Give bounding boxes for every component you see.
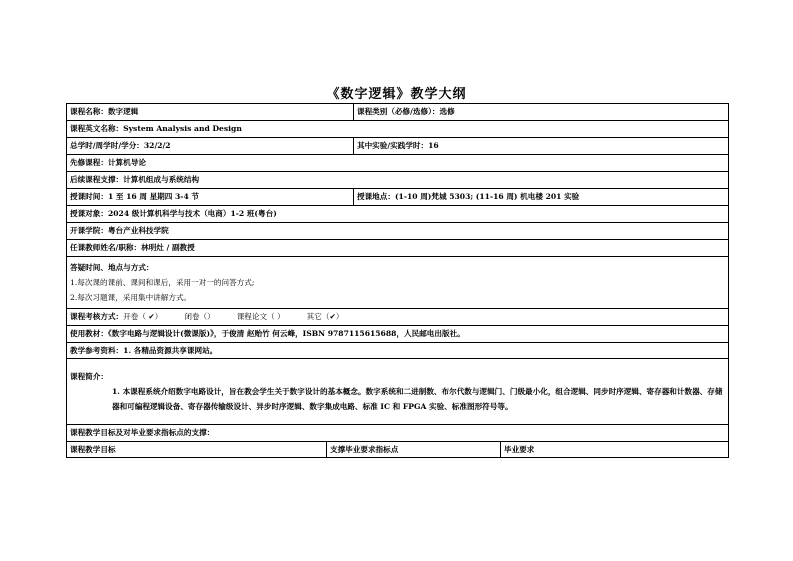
followup-value: 计算机组成与系统结构 bbox=[123, 175, 200, 184]
cell-intro bbox=[67, 359, 729, 425]
row-intro bbox=[67, 359, 729, 425]
course-type-label: 课程类别（必修/选修）： bbox=[357, 107, 440, 116]
place-label: 授课地点： bbox=[357, 192, 395, 201]
course-name-label: 课程名称： bbox=[70, 107, 108, 116]
syllabus-table bbox=[66, 103, 729, 458]
row-course-name bbox=[67, 104, 729, 121]
intro-text: 1. 本课程系统介绍数字电路设计，旨在教会学生关于数字设计的基本概念。数字系统和二进制数、布尔代数与逻辑门、门级最小化，组合逻辑、同步时序逻辑、寄存器和计数器、存储器和可编程逻辑设备、寄存器传输级设计、异步时序逻辑、数字集成电路、标准 IC 和 FPGA 实验、标准图形符号等。 bbox=[112, 387, 723, 411]
course-type-value: 选修 bbox=[439, 107, 455, 116]
english-name-label: 课程英文名称： bbox=[70, 124, 124, 133]
row-college bbox=[67, 223, 729, 240]
prereq-label: 先修课程： bbox=[70, 158, 108, 167]
cell-college bbox=[67, 223, 729, 240]
row-goals-header bbox=[67, 442, 729, 458]
cell-time bbox=[67, 189, 354, 206]
qa-label: 答疑时间、地点与方式： bbox=[70, 263, 154, 272]
row-followup bbox=[67, 172, 729, 189]
prereq-value: 计算机导论 bbox=[107, 158, 146, 167]
refs-value: 1. 各精品资源共享课网站。 bbox=[123, 345, 218, 355]
cell-teacher bbox=[67, 240, 729, 257]
lab-hours-label: 其中实验/实践学时： bbox=[357, 141, 429, 150]
college-value: 粤台产业科技学院 bbox=[107, 226, 169, 235]
cell-lab-hours bbox=[354, 138, 729, 155]
english-name-value: System Analysis and Design bbox=[123, 124, 242, 133]
cell-refs bbox=[67, 343, 729, 359]
col-header-goal: 课程教学目标 bbox=[67, 442, 327, 458]
page-title: 《数字逻辑》教学大纲 bbox=[326, 87, 467, 102]
col-header-requirement: 毕业要求 bbox=[501, 442, 729, 458]
hours-label: 总学时/周学时/学分： bbox=[70, 141, 144, 150]
row-refs bbox=[67, 343, 729, 359]
teacher-value: 林明灶 / 副教授 bbox=[141, 243, 195, 252]
cell-target bbox=[67, 206, 729, 223]
textbook-value: 《数字电路与逻辑设计(微课版)》，于俊清 赵贻竹 何云峰，ISBN 9787115615688，人民邮电出版社。 bbox=[107, 329, 465, 338]
cell-textbook bbox=[67, 326, 729, 343]
textbook-label: 使用教材： bbox=[70, 329, 108, 338]
qa-line-1: 1.每次课的课前、课间和课后，采用一对一的问答方式; bbox=[70, 278, 255, 287]
assess-label: 课程考核方式： bbox=[70, 312, 124, 321]
cell-course-type bbox=[354, 104, 729, 121]
teacher-label: 任课教师姓名/职称： bbox=[70, 243, 142, 252]
cell-course-name bbox=[67, 104, 354, 121]
cell-assessment bbox=[67, 309, 729, 326]
assess-open-option: 开卷（ ✔） bbox=[123, 312, 163, 321]
assess-closed-option: 闭卷（） bbox=[184, 312, 215, 321]
row-hours bbox=[67, 138, 729, 155]
cell-followup bbox=[67, 172, 729, 189]
row-english-name bbox=[67, 121, 729, 138]
row-goals bbox=[67, 425, 729, 442]
row-prereq bbox=[67, 155, 729, 172]
place-value: (1-10 周)梵城 5303; (11-16 周) 机电楼 201 实验 bbox=[394, 192, 580, 201]
cell-hours bbox=[67, 138, 354, 155]
col-header-support: 支撑毕业要求指标点 bbox=[327, 442, 501, 458]
cell-place bbox=[354, 189, 729, 206]
goals-label: 课程教学目标及对毕业要求指标点的支撑： bbox=[70, 428, 215, 437]
time-value: 1 至 16 周 星期四 3-4 节 bbox=[107, 192, 199, 201]
college-label: 开课学院： bbox=[70, 226, 108, 235]
row-qa bbox=[67, 257, 729, 309]
assess-paper-option: 课程论文（ ） bbox=[236, 312, 285, 321]
refs-label: 教学参考资料： bbox=[70, 345, 124, 355]
cell-english-name bbox=[67, 121, 729, 138]
intro-label: 课程简介： bbox=[70, 372, 108, 381]
assess-other-option: 其它（✔） bbox=[306, 312, 344, 321]
target-value: 2024 级计算机科学与技术（电商）1-2 班(粤台) bbox=[107, 209, 277, 218]
row-textbook bbox=[67, 326, 729, 343]
followup-label: 后续课程支撑： bbox=[70, 175, 124, 184]
time-label: 授课时间： bbox=[70, 192, 108, 201]
cell-goals bbox=[67, 425, 729, 442]
lab-hours-value: 16 bbox=[428, 141, 439, 150]
row-assessment bbox=[67, 309, 729, 326]
qa-line-2: 2.每次习题课，采用集中讲解方式。 bbox=[70, 293, 192, 302]
cell-qa bbox=[67, 257, 729, 309]
row-time-place bbox=[67, 189, 729, 206]
cell-prereq bbox=[67, 155, 729, 172]
row-teacher bbox=[67, 240, 729, 257]
row-target bbox=[67, 206, 729, 223]
hours-value: 32/2/2 bbox=[143, 141, 171, 150]
course-name-value: 数字逻辑 bbox=[107, 107, 139, 116]
target-label: 授课对象： bbox=[70, 209, 108, 218]
